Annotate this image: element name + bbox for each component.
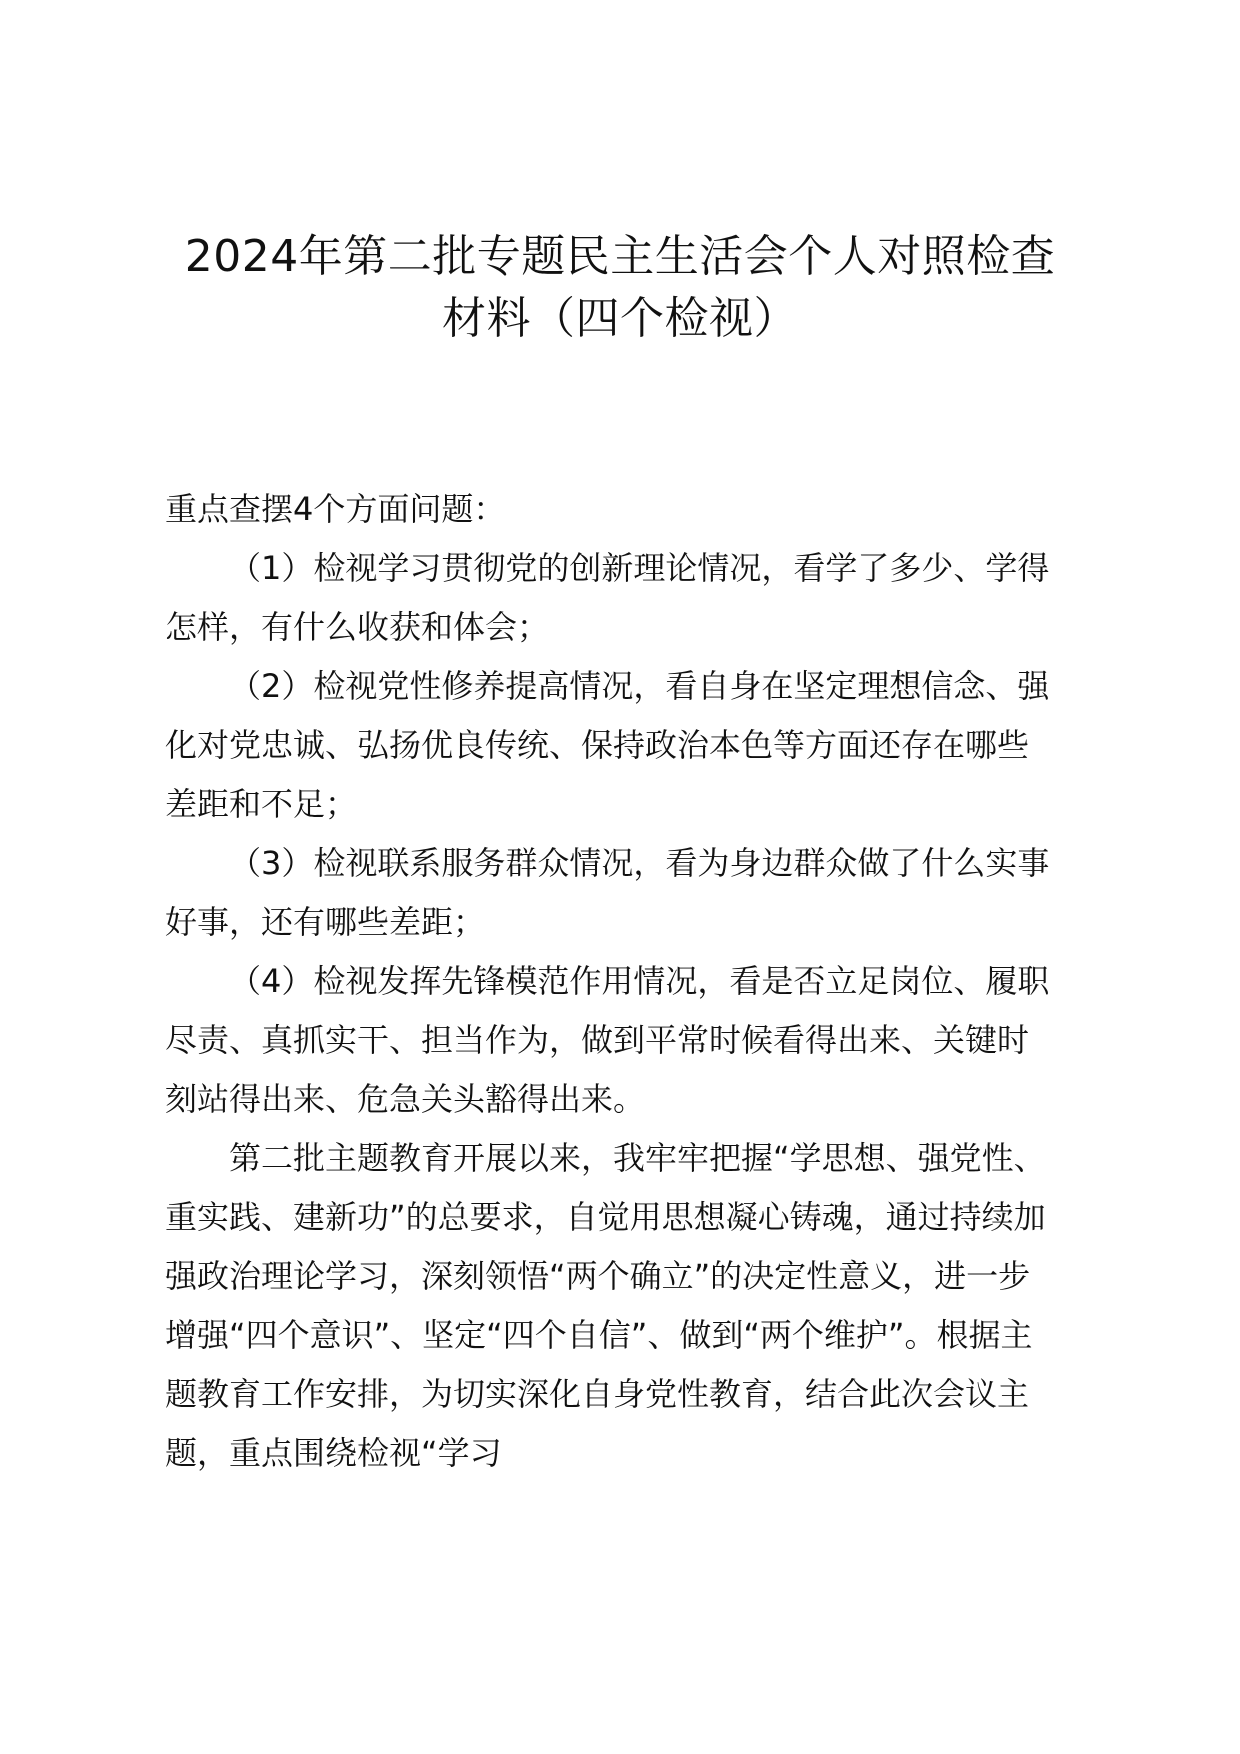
closing-line-2: 重实践、建新功”的总要求，自觉用思想凝心铸魂，通过持续加 — [165, 1198, 1046, 1236]
document-body — [165, 480, 1100, 1483]
item-4-line-1: （4）检视发挥先锋模范作用情况，看是否立足岗位、履职 — [229, 962, 1050, 1000]
closing-line-5: 题教育工作安排，为切实深化自身党性教育，结合此次会议主 — [165, 1375, 1030, 1413]
item-3-line-1: （3）检视联系服务群众情况，看为身边群众做了什么实事 — [229, 844, 1050, 882]
intro-paragraph — [165, 480, 1100, 539]
closing-line-4: 增强“四个意识”、坚定“四个自信”、做到“两个维护”。根据主 — [165, 1316, 1033, 1354]
closing-line-6: 题，重点围绕检视“学习 — [165, 1434, 502, 1472]
item-1-line-2: 怎样，有什么收获和体会； — [165, 608, 550, 646]
item-2-line-1: （2）检视党性修养提高情况，看自身在坚定理想信念、强 — [229, 667, 1050, 705]
title-line-2: 材料（四个检视） — [442, 293, 798, 344]
document-title — [150, 226, 1090, 350]
item-3-line-2: 好事，还有哪些差距； — [165, 903, 486, 941]
item-paragraph-2 — [165, 657, 1100, 834]
intro-text: 重点查摆4个方面问题： — [165, 490, 506, 528]
item-1-line-1: （1）检视学习贯彻党的创新理论情况，看学了多少、学得 — [229, 549, 1050, 587]
item-4-line-3: 刻站得出来、危急关头豁得出来。 — [165, 1080, 646, 1118]
closing-line-3: 强政治理论学习，深刻领悟“两个确立”的决定性意义，进一步 — [165, 1257, 1031, 1295]
item-paragraph-3 — [165, 834, 1100, 952]
title-line-1: 2024年第二批专题民主生活会个人对照检查 — [184, 231, 1056, 282]
closing-line-1: 第二批主题教育开展以来，我牢牢把握“学思想、强党性、 — [229, 1139, 1046, 1177]
item-paragraph-1 — [165, 539, 1100, 657]
item-paragraph-4 — [165, 952, 1100, 1129]
closing-paragraph — [165, 1129, 1100, 1483]
item-2-line-2: 化对党忠诚、弘扬优良传统、保持政治本色等方面还存在哪些 — [165, 726, 1030, 764]
item-4-line-2: 尽责、真抓实干、担当作为，做到平常时候看得出来、关键时 — [165, 1021, 1030, 1059]
item-2-line-3: 差距和不足； — [165, 785, 358, 823]
